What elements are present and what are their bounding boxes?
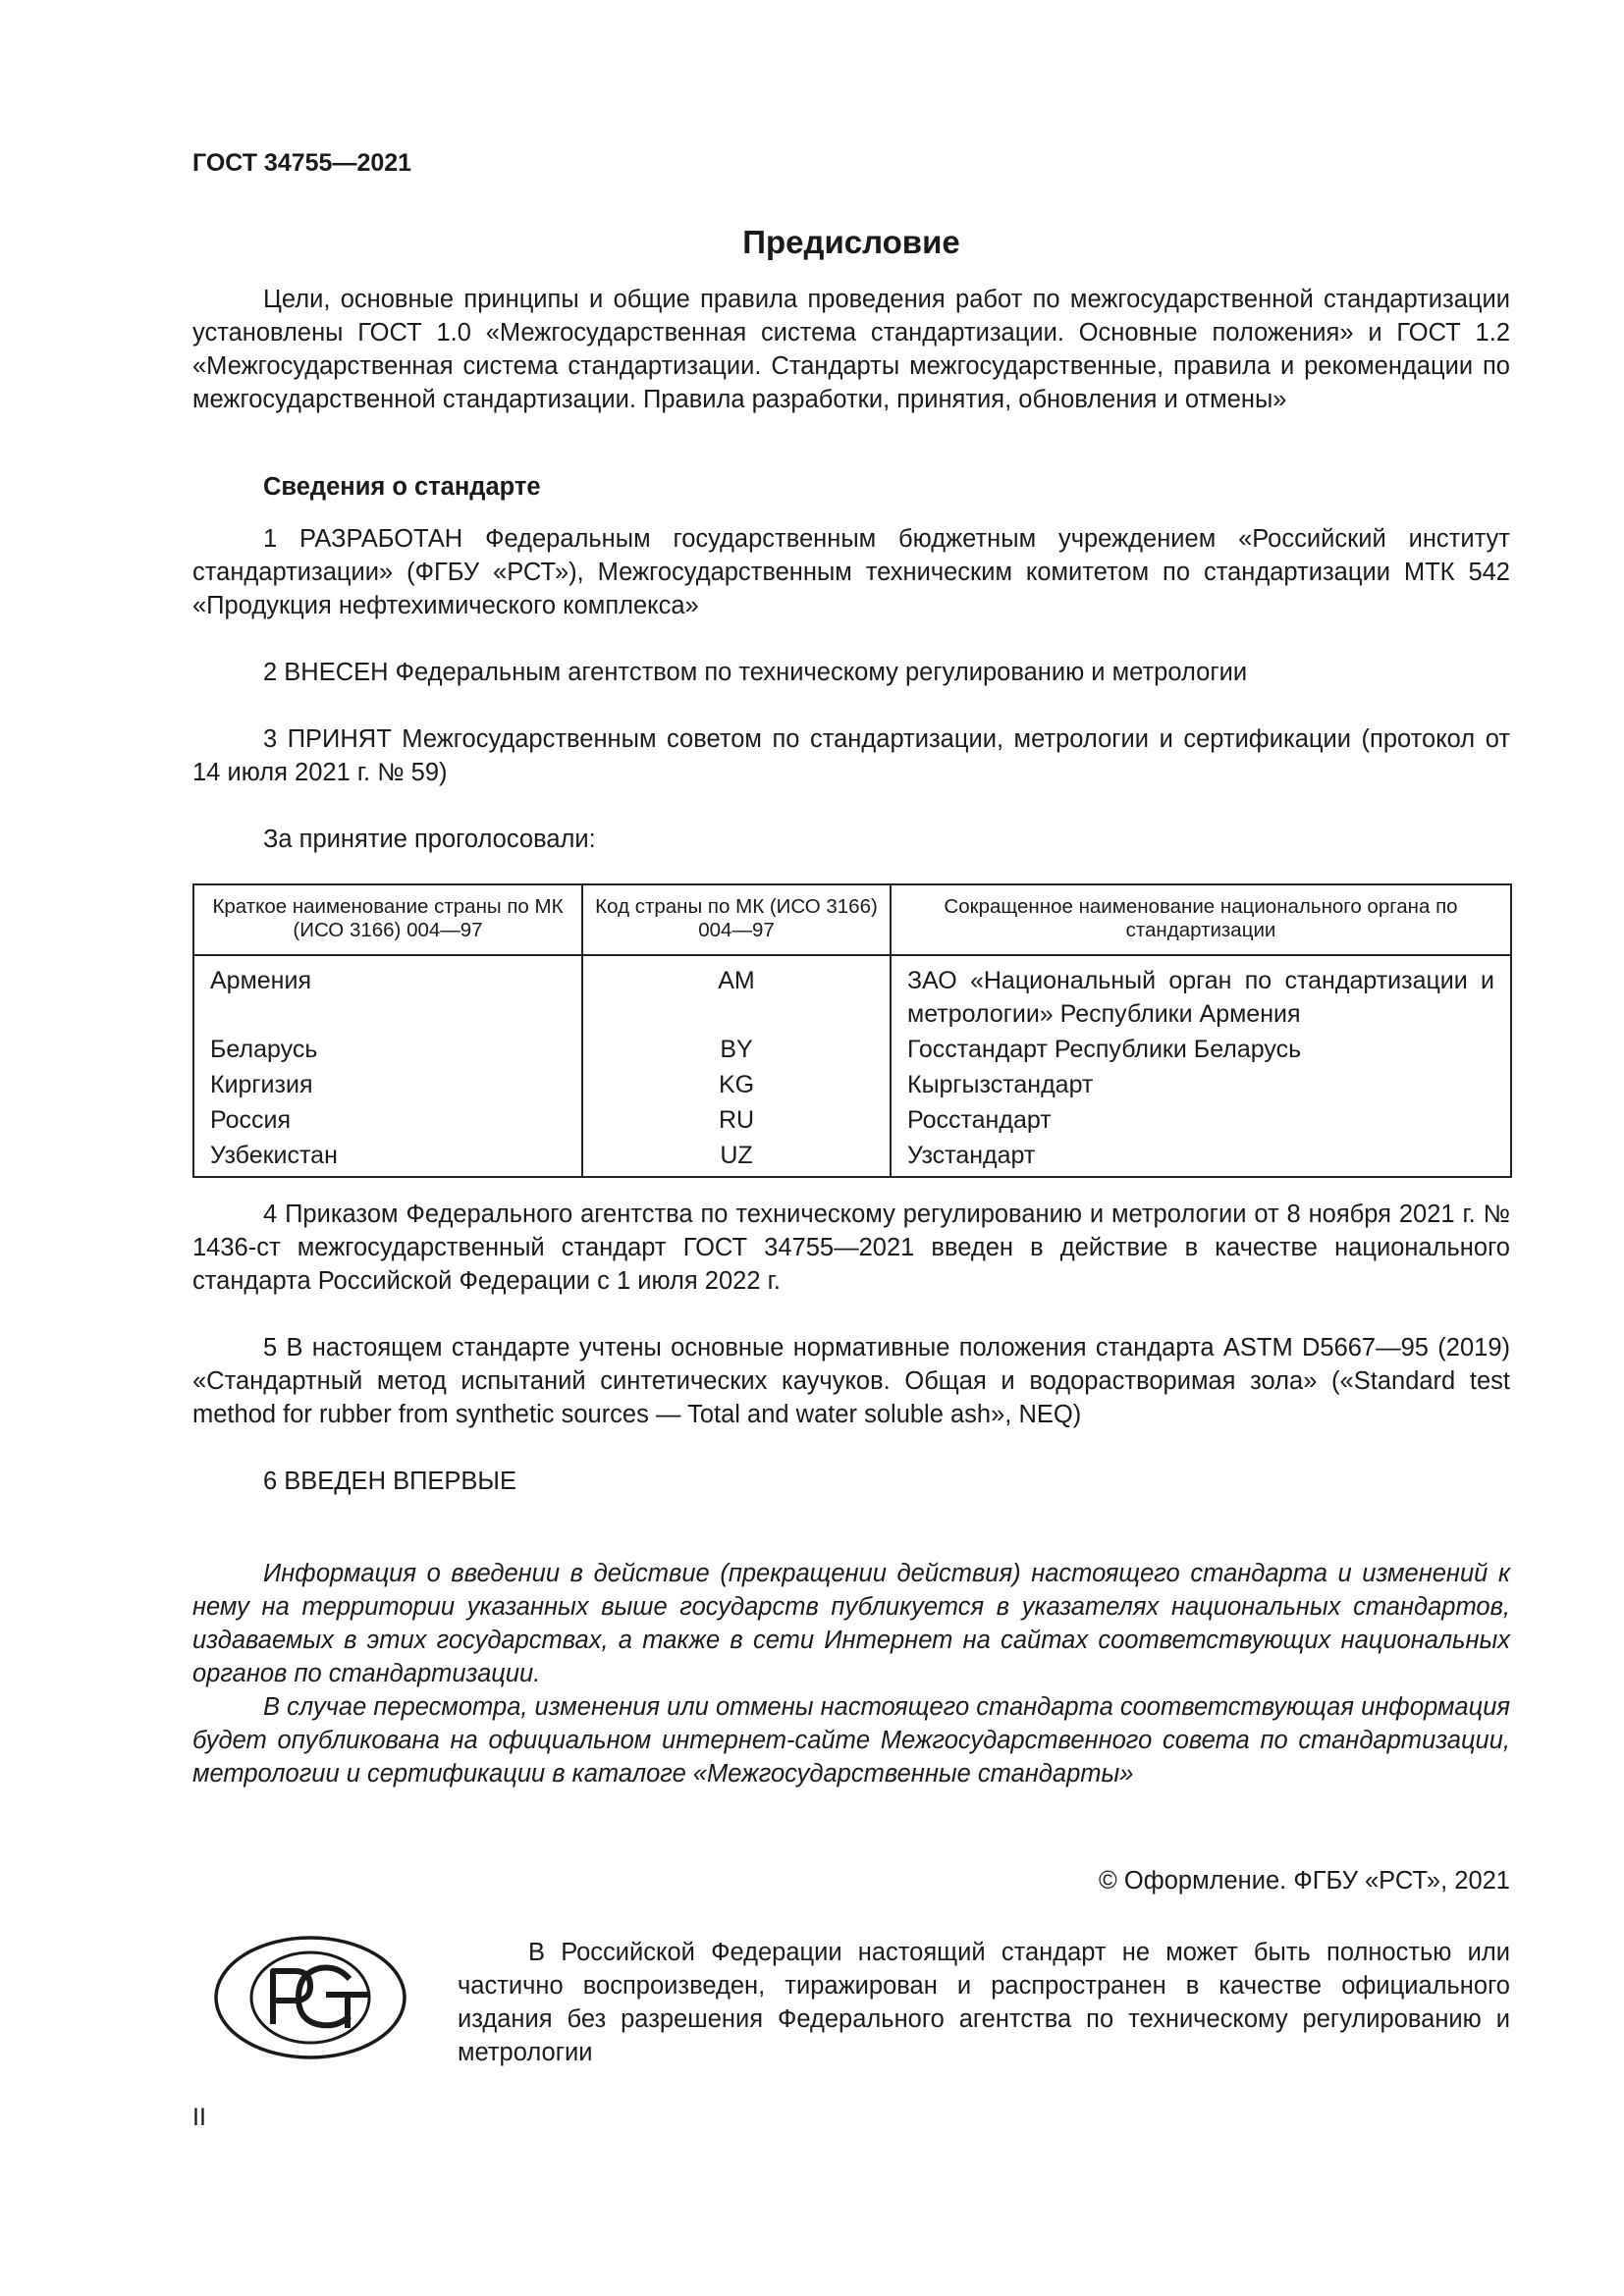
intro-paragraph: Цели, основные принципы и общие правила проведения работ по межгосударственной стандартизации установлены ГОСТ 1.0 «Межгосударственная система стандартизации. Основные положения» и ГОСТ 1.2 «Межгосударственная система стандартизации. Стандарты межгосударственные, правила и рекомендации по межгосударственной стандартизации. Правила разработки, принятия, обновления и отмены» xyxy=(192,286,1510,413)
section-heading: Сведения о стандарте xyxy=(263,473,541,501)
table-header-row xyxy=(193,884,1511,955)
cell-country: Беларусь xyxy=(193,1032,582,1067)
cell-national-body: ЗАО «Национальный орган по стандартизации и метрологии» Республики Армения xyxy=(891,955,1511,1032)
legal-notice: В Российской Федерации настоящий стандарт не может быть полностью или частично воспроизведен, тиражирован и распространен в качестве официального издания без разрешения Федерального агентства по техническому регулированию и метрологии xyxy=(458,1939,1510,2066)
item-first: 6 ВВЕДЕН ВПЕРВЫЕ xyxy=(263,1468,517,1495)
page-title: Предисловие xyxy=(742,224,960,260)
item-basis: 5 В настоящем стандарте учтены основные нормативные положения стандарта ASTM D5667—95 (2019) «Стандартный метод испытаний синтетических каучуков. Общая и водорастворимая зола» («Standard test method for rubber from synthetic sources — Total and water soluble ash», NEQ) xyxy=(192,1334,1510,1428)
header-code: Код страны по МК (ИСО 3166) 004—97 xyxy=(582,884,891,955)
voted-label: За принятие проголосовали: xyxy=(263,826,596,853)
cell-code: KG xyxy=(582,1067,891,1102)
table-row xyxy=(193,1102,1511,1138)
header-national-body: Сокращенное наименование национального органа по стандартизации xyxy=(891,884,1511,955)
cell-country: Узбекистан xyxy=(193,1138,582,1177)
table-row xyxy=(193,1138,1511,1177)
page-number: II xyxy=(192,2104,206,2131)
cell-code: AM xyxy=(582,955,891,1032)
cell-code: RU xyxy=(582,1102,891,1138)
cell-national-body: Узстандарт xyxy=(891,1138,1511,1177)
revision-note: В случае пересмотра, изменения или отмены настоящего стандарта соответствующая информация будет опубликована на официальном интернет-сайте Межгосударственного совета по стандартизации, метрологии и сертификации в каталоге «Межгосударственные стандарты» xyxy=(192,1693,1510,1788)
cell-country: Россия xyxy=(193,1102,582,1138)
rst-logo-icon xyxy=(212,1934,408,2061)
voting-countries-table xyxy=(192,883,1512,1178)
cell-national-body: Госстандарт Республики Беларусь xyxy=(891,1032,1511,1067)
item-adopted: 3 ПРИНЯТ Межгосударственным советом по стандартизации, метрологии и сертификации (протокол от 14 июля 2021 г. № 59) xyxy=(192,725,1510,786)
item-developed: 1 РАЗРАБОТАН Федеральным государственным бюджетным учреждением «Российский институт стандартизации» (ФГБУ «РСТ»), Межгосударственным техническим комитетом по стандартизации МТК 542 «Продукция нефтехимического комплекса» xyxy=(192,525,1510,619)
cell-national-body: Росстандарт xyxy=(891,1102,1511,1138)
header-country: Краткое наименование страны по МК (ИСО 3166) 004—97 xyxy=(193,884,582,955)
cell-country: Армения xyxy=(193,955,582,1032)
item-introduced: 2 ВНЕСЕН Федеральным агентством по техническому регулированию и метрологии xyxy=(263,659,1248,686)
cell-country: Киргизия xyxy=(193,1067,582,1102)
cell-code: UZ xyxy=(582,1138,891,1177)
cell-national-body: Кыргызстандарт xyxy=(891,1067,1511,1102)
item-order: 4 Приказом Федерального агентства по техническому регулированию и метрологии от 8 ноября 2021 г. № 1436-ст межгосударственный стандарт ГОСТ 34755—2021 введен в действие в качестве национального стандарта Российской Федерации с 1 июля 2022 г. xyxy=(192,1201,1510,1295)
copyright: © Оформление. ФГБУ «РСТ», 2021 xyxy=(1099,1867,1510,1895)
info-note: Информация о введении в действие (прекращении действия) настоящего стандарта и изменений к нему на территории указанных выше государств публикуется в указателях национальных стандартов, издаваемых в этих государствах, а также в сети Интернет на сайтах соответствующих национальных органов по стандартизации. xyxy=(192,1560,1510,1687)
table-row xyxy=(193,955,1511,1032)
table-row xyxy=(193,1032,1511,1067)
table-row xyxy=(193,1067,1511,1102)
cell-code: BY xyxy=(582,1032,891,1067)
document-code: ГОСТ 34755—2021 xyxy=(192,149,412,177)
